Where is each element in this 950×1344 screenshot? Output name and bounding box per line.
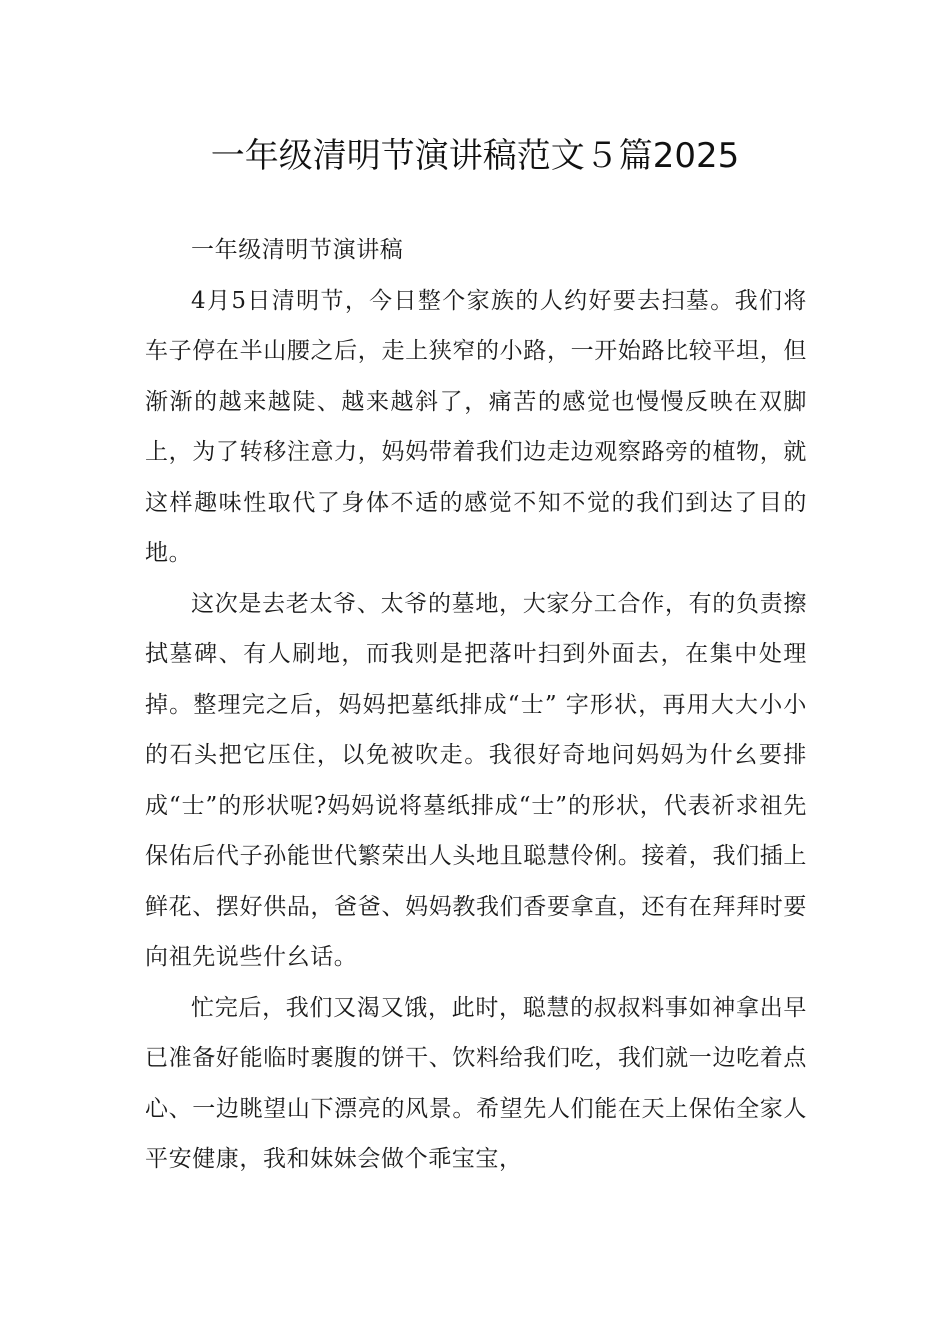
document-title: 一年级清明节演讲稿范文５篇2025	[210, 136, 740, 176]
paragraph-2: 这次是去老太爷、太爷的墓地，大家分工合作，有的负责擦拭墓碑、有人刷地，而我则是把落叶扫到外面去，在集中处理掉。整理完之后，妈妈把墓纸排成“士” 字形状，再用大大小小的石头把它压住，以免被吹走。我很好奇地问妈妈为什幺要排成“士”的形状呢?妈妈说将墓纸排成“士”的形状，代表祈求祖先保佑后代子孙能世代繁荣出人头地且聪慧伶俐。接着，我们插上鲜花、摆好供品，爸爸、妈妈教我们香要拿直，还有在拜拜时要向祖先说些什幺话。	[145, 590, 807, 970]
section-heading: 一年级清明节演讲稿	[191, 237, 404, 263]
paragraph-1: 4月5日清明节，今日整个家族的人约好要去扫墓。我们将车子停在半山腰之后，走上狭窄的小路，一开始路比较平坦，但渐渐的越来越陡、越来越斜了，痛苦的感觉也慢慢反映在双脚上，为了转移注意力，妈妈带着我们边走边观察路旁的植物，就这样趣味性取代了身体不适的感觉不知不觉的我们到达了目的地。	[145, 287, 807, 566]
paragraph-3: 忙完后，我们又渴又饿，此时，聪慧的叔叔料事如神拿出早已准备好能临时裹腹的饼干、饮料给我们吃，我们就一边吃着点心、一边眺望山下漂亮的风景。希望先人们能在天上保佑全家人平安健康，我和妹妹会做个乖宝宝，	[145, 994, 807, 1172]
document-body	[145, 225, 807, 1185]
